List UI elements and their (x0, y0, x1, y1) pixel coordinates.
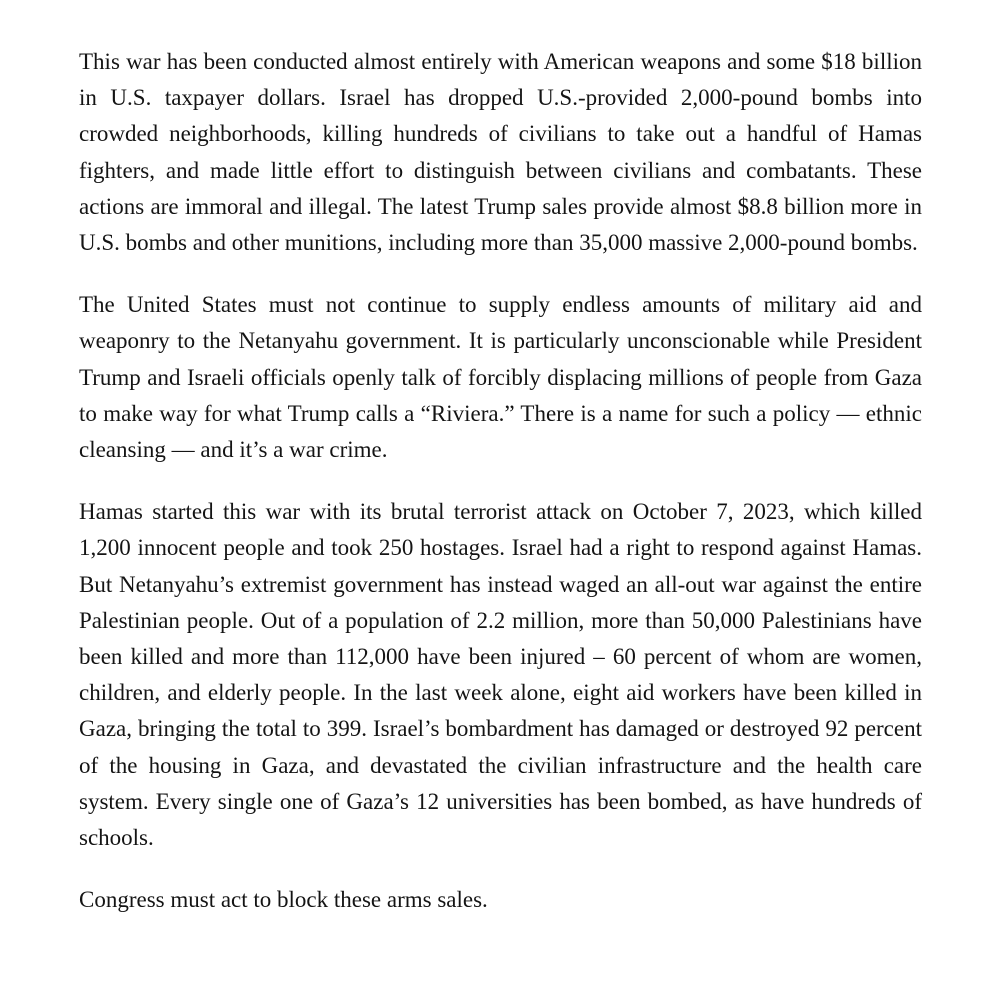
paragraph-military-aid: The United States must not continue to supply endless amounts of military aid and weaponry to the Netanyahu government. It is particularly unconscionable while President Trump and Israeli officials openly talk of forcibly displacing millions of people from Gaza to make way for what Trump calls a “Riviera.” There is a name for such a policy — ethnic cleansing — and it’s a war crime. (79, 292, 922, 463)
paragraph-spacer (79, 468, 922, 494)
document-body (79, 44, 922, 918)
paragraph-spacer (79, 261, 922, 287)
paragraph-war-toll: Hamas started this war with its brutal terrorist attack on October 7, 2023, which killed 1,200 innocent people and took 250 hostages. Israel had a right to respond against Hamas. But Netanyahu’s extremist government has instead waged an all-out war against the entire Palestinian people. Out of a population of 2.2 million, more than 50,000 Palestinians have been killed and more than 112,000 have been injured – 60 percent of whom are women, children, and elderly people. In the last week alone, eight aid workers have been killed in Gaza, bringing the total to 399. Israel’s bombardment has damaged or destroyed 92 percent of the housing in Gaza, and devastated the civilian infrastructure and the health care system. Every single one of Gaza’s 12 universities has been bombed, as have hundreds of schools. (79, 499, 922, 851)
paragraph-spacer (79, 856, 922, 882)
paragraph-weapons-funding: This war has been conducted almost entirely with American weapons and some $18 billion in U.S. taxpayer dollars. Israel has dropped U.S.-provided 2,000-pound bombs into crowded neighborhoods, killing hundreds of civilians to take out a handful of Hamas fighters, and made little effort to distinguish between civilians and combatants. These actions are immoral and illegal. The latest Trump sales provide almost $8.8 billion more in U.S. bombs and other munitions, including more than 35,000 massive 2,000-pound bombs. (79, 49, 922, 256)
paragraph-conclusion: Congress must act to block these arms sales. (79, 887, 488, 913)
